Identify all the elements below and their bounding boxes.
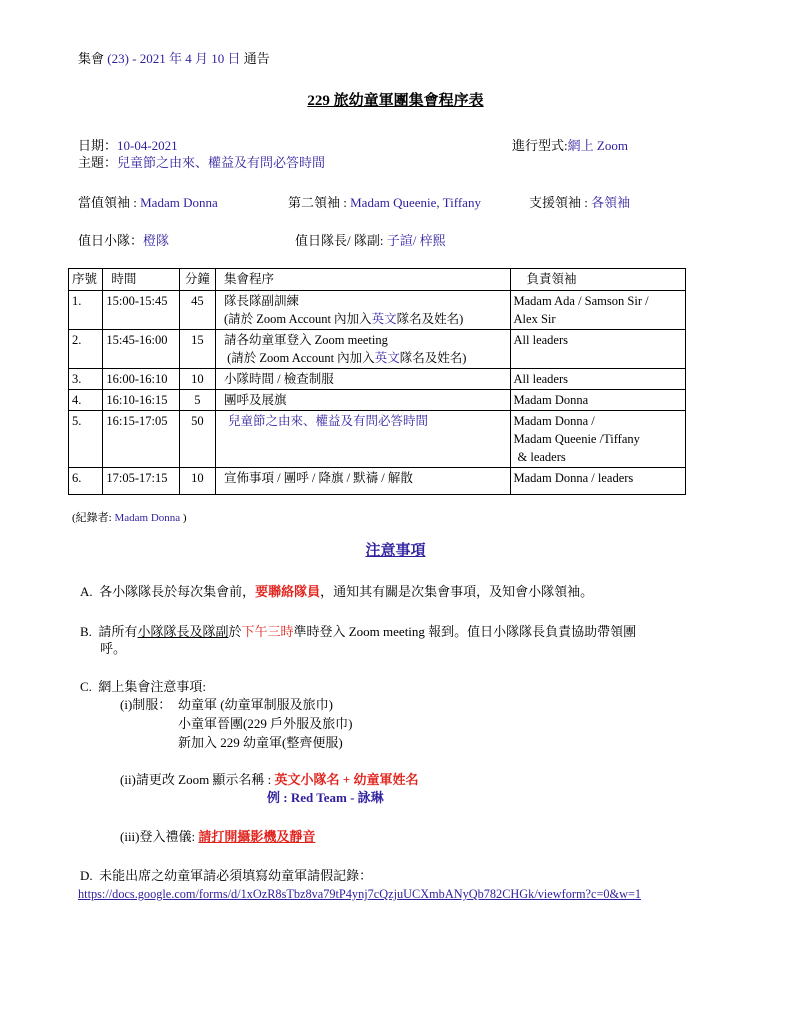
leader-line: Madam Queenie /Tiffany (513, 432, 640, 446)
duty-leader-line (78, 195, 218, 211)
theme-label: 主題： (78, 155, 118, 170)
etiquette-value: 請打開攝影機及靜音 (198, 829, 316, 844)
header-cell-program: 集會程序 (216, 269, 511, 291)
row-min: 10 (179, 369, 215, 390)
row-no: 5. (69, 411, 103, 468)
mode-line (512, 138, 628, 154)
header-cell-time: 時間 (103, 269, 179, 291)
header-cell-leader: 負責領袖 (510, 269, 685, 291)
duty-captain-line (295, 233, 446, 249)
leader-line: All leaders (513, 333, 569, 347)
second-leader-value: Madam Queenie, Tiffany (350, 195, 481, 210)
page-title: 229 旅幼童軍團集會程序表 (307, 93, 484, 109)
theme-value: 兒童節之由來、權益及有問必答時間 (117, 155, 326, 170)
uniform-item: 新加入 229 幼童軍(整齊便服) (178, 735, 343, 750)
note-b-pre: 請所有 (98, 624, 138, 639)
zoom-name-line (120, 772, 418, 788)
duty-team-line (78, 233, 169, 249)
mode-value: 網上 Zoom (567, 138, 628, 153)
notice-header (78, 51, 270, 67)
note-highlight: 英文 (371, 312, 397, 326)
support-leader-line (529, 195, 630, 211)
note-highlight: 英文 (374, 351, 400, 365)
support-value: 各領袖 (591, 195, 631, 210)
duty-captain-label: 值日隊長/ 隊副: (295, 233, 387, 248)
note-a (80, 584, 593, 600)
recorder-post: ) (180, 512, 187, 524)
second-leader-line (288, 195, 481, 211)
leader-line: Alex Sir (513, 312, 556, 326)
table-row (69, 369, 686, 390)
duty-leader-value: Madam Donna (140, 195, 218, 210)
row-min: 50 (179, 411, 215, 468)
note-letter: B. (80, 624, 92, 639)
duty-team-label: 值日小隊： (78, 233, 144, 248)
example-label: 例 : (267, 790, 291, 805)
row-leader (510, 291, 685, 330)
leader-line: Madam Donna / (513, 414, 595, 428)
note-pre: (請於 Zoom Account 內加入 (224, 312, 372, 326)
login-etiquette-line (120, 829, 315, 845)
row-time: 17:05-17:15 (103, 468, 179, 495)
row-time: 16:15-17:05 (103, 411, 179, 468)
note-post: 隊名及姓名) (396, 312, 464, 326)
note-b-line2: 呼。 (100, 641, 127, 656)
note-b (80, 624, 636, 640)
row-min: 45 (179, 291, 215, 330)
row-program (216, 291, 511, 330)
date-value: 10-04-2021 (117, 138, 178, 153)
header-cell-min: 分鐘 (179, 269, 215, 291)
meeting-date: - 2021 年 4 月 10 日 (128, 51, 241, 66)
etiquette-label: (iii)登入禮儀: (120, 829, 199, 844)
row-program: 宣佈事項 / 團呼 / 降旗 / 默禱 / 解散 (216, 468, 511, 495)
row-no: 3. (69, 369, 103, 390)
note-c (80, 679, 206, 695)
support-label: 支援領袖 : (529, 195, 592, 210)
row-min: 15 (179, 330, 215, 369)
row-time: 16:00-16:10 (103, 369, 179, 390)
duty-team-value: 橙隊 (143, 233, 170, 248)
row-time: 15:45-16:00 (103, 330, 179, 369)
note-d-text: 未能出席之幼童軍請必須填寫幼童軍請假記錄： (99, 868, 373, 883)
zoom-name-value: 英文小隊名 + 幼童軍姓名 (274, 772, 419, 787)
uniform-label: (i)制服： (120, 697, 172, 712)
header-suffix: 通告 (240, 51, 270, 66)
leader-line: & leaders (517, 450, 566, 464)
header-prefix: 集會 (78, 51, 108, 66)
table-row (69, 468, 686, 495)
uniform-item: 小童軍晉團(229 戶外服及旅巾) (178, 716, 353, 731)
note-b-post: 準時登入 Zoom meeting 報到。值日小隊隊長負責協助帶領團 (293, 624, 637, 639)
row-program: 小隊時間 / 檢查制服 (216, 369, 511, 390)
schedule-table (68, 268, 686, 495)
date-label: 日期： (78, 138, 118, 153)
note-post: 隊名及姓名) (399, 351, 467, 365)
program-note (224, 310, 507, 328)
row-program: 兒童節之由來、權益及有問必答時間 (216, 411, 511, 468)
row-leader (510, 330, 685, 369)
row-no: 4. (69, 390, 103, 411)
recorder-pre: (紀錄者: (72, 512, 115, 524)
second-leader-label: 第二領袖 : (288, 195, 351, 210)
row-leader: Madam Donna (510, 390, 685, 411)
row-time: 15:00-15:45 (103, 291, 179, 330)
row-no: 1. (69, 291, 103, 330)
duty-captain-value: 子諠/ 梓熙 (386, 233, 446, 248)
row-min: 5 (179, 390, 215, 411)
note-b-highlight: 下午三時 (241, 624, 294, 639)
row-program (216, 330, 511, 369)
table-row (69, 390, 686, 411)
leave-form-link[interactable]: https://docs.google.com/forms/d/1xOzR8sTbz8va79tP4ynj7cQzjuUCXmbANyQb782CHGk/viewform?c=0&w=1 (78, 887, 642, 901)
program-text: 請各幼童軍登入 Zoom meeting (224, 333, 388, 347)
zoom-name-label: (ii)請更改 Zoom 顯示名稱 : (120, 772, 275, 787)
row-leader: Madam Donna / leaders (510, 468, 685, 495)
note-a-highlight: 要聯絡隊員 (255, 584, 321, 599)
recorder-line (72, 510, 187, 526)
note-c-title: 網上集會注意事項: (98, 679, 207, 694)
meeting-number: (23) (107, 51, 129, 66)
note-a-pre: 各小隊隊長於每次集會前， (99, 584, 256, 599)
row-leader (510, 411, 685, 468)
row-no: 6. (69, 468, 103, 495)
leader-line: Madam Ada / Samson Sir / (513, 294, 649, 308)
note-letter: C. (80, 679, 92, 694)
note-a-post: ，通知其有關是次集會事項，及知會小隊領袖。 (320, 584, 594, 599)
mode-label: 進行型式: (512, 138, 568, 153)
zoom-name-example (267, 790, 384, 806)
header-cell-no: 序號 (69, 269, 103, 291)
notes-title: 注意事項 (365, 543, 426, 559)
table-row (69, 411, 686, 468)
table-row (69, 330, 686, 369)
row-time: 16:10-16:15 (103, 390, 179, 411)
table-row (69, 291, 686, 330)
row-program: 團呼及展旗 (216, 390, 511, 411)
row-min: 10 (179, 468, 215, 495)
note-d (80, 868, 372, 884)
theme-line (78, 155, 325, 171)
duty-leader-label: 當值領袖 : (78, 195, 141, 210)
note-b-mid: 於 (228, 624, 242, 639)
recorder-name: Madam Donna (114, 512, 181, 524)
example-value: Red Team - 詠琳 (290, 790, 384, 805)
note-pre: (請於 Zoom Account 內加入 (227, 351, 375, 365)
program-note (224, 349, 507, 367)
row-no: 2. (69, 330, 103, 369)
note-letter: A. (80, 584, 93, 599)
program-text: 隊長隊副訓練 (224, 294, 300, 308)
note-b-underline: 小隊隊長及隊副 (137, 624, 229, 639)
date-line (78, 138, 178, 154)
note-letter: D. (80, 868, 93, 883)
row-leader: All leaders (510, 369, 685, 390)
uniform-item: 幼童軍 (幼童軍制服及旅巾) (178, 697, 333, 712)
table-header-row (69, 269, 686, 291)
